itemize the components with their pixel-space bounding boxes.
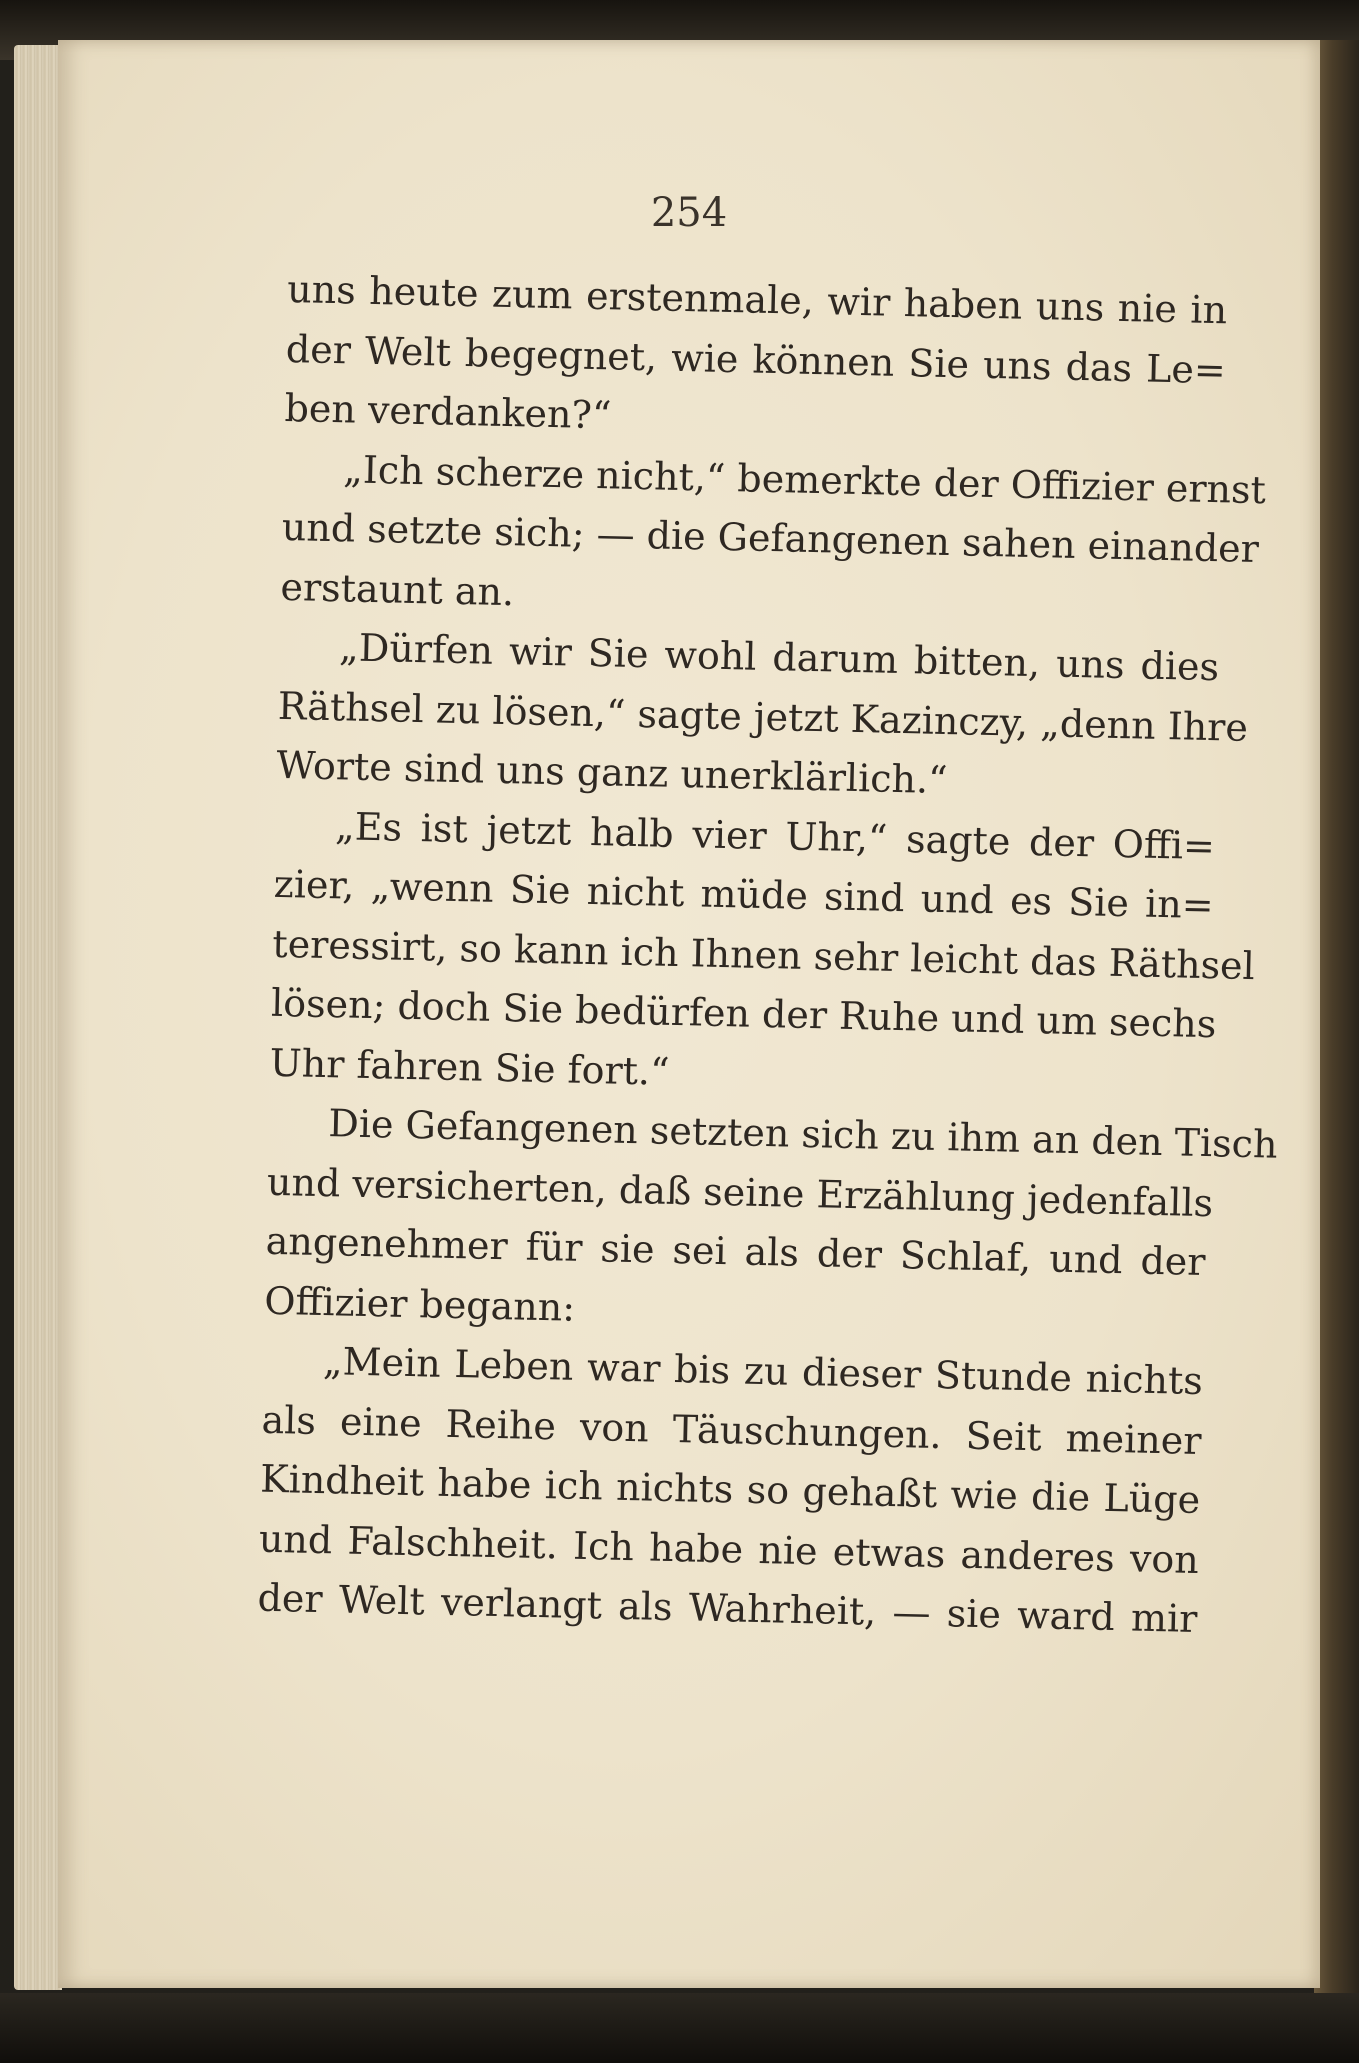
text-line: „Ich scherze nicht,“ bemerkte der Offizier ernst [342, 446, 1267, 512]
text-line: als eine Reihe von Täuschungen. Seit meiner [261, 1397, 1202, 1463]
text-line: und setzte sich; — die Gefangenen sahen einander [281, 504, 1260, 572]
text-line: „Mein Leben war bis zu dieser Stunde nichts [322, 1339, 1204, 1404]
scan-bottom-edge [0, 1993, 1359, 2063]
text-line: Uhr fahren Sie fort.“ [269, 1040, 670, 1094]
book-cover-right [1314, 40, 1359, 2000]
text-line: zier, „wenn Sie nicht müde sind und es Sie in= [273, 861, 1215, 928]
text-line: „Dürfen wir Sie wohl darum bitten, uns dies [338, 625, 1220, 690]
page-number: 254 [650, 190, 728, 236]
text-line: uns heute zum erstenmale, wir haben uns nie in [286, 266, 1228, 333]
text-line: Kindheit habe ich nichts so gehaßt wie die Lüge [259, 1456, 1201, 1523]
text-line: ben verdanken?“ [284, 385, 612, 438]
text-line: Worte sind uns ganz unerklärlich.“ [276, 742, 949, 803]
text-line: Räthsel zu lösen,“ sagte jetzt Kazinczy, „denn Ihre [277, 683, 1249, 750]
text-line: Offizier begann: [263, 1278, 576, 1330]
text-line: und versicherten, daß seine Erzählung jedenfalls [266, 1159, 1214, 1225]
text-line: der Welt begegnet, wie können Sie uns das Le= [285, 326, 1227, 392]
book-page [58, 40, 1320, 1988]
text-line: der Welt verlangt als Wahrheit, — sie ward mir [257, 1575, 1198, 1641]
text-line: lösen; doch Sie bedürfen der Ruhe und um sechs [270, 980, 1217, 1047]
text-line: erstaunt an. [280, 564, 515, 614]
text-line: Die Gefangenen setzten sich zu ihm an den Tisch [327, 1101, 1278, 1167]
page-edges [14, 45, 62, 1990]
text-line: teressirt, so kann ich Ihnen sehr leicht das Räthsel [271, 921, 1256, 988]
body-text [257, 260, 1278, 1649]
text-line: angenehmer für sie sei als der Schlaf, und der [265, 1218, 1207, 1285]
text-line: „Es ist jetzt halb vier Uhr,“ sagte der Offi= [334, 803, 1216, 868]
text-line: und Falschheit. Ich habe nie etwas anderes von [258, 1516, 1200, 1582]
